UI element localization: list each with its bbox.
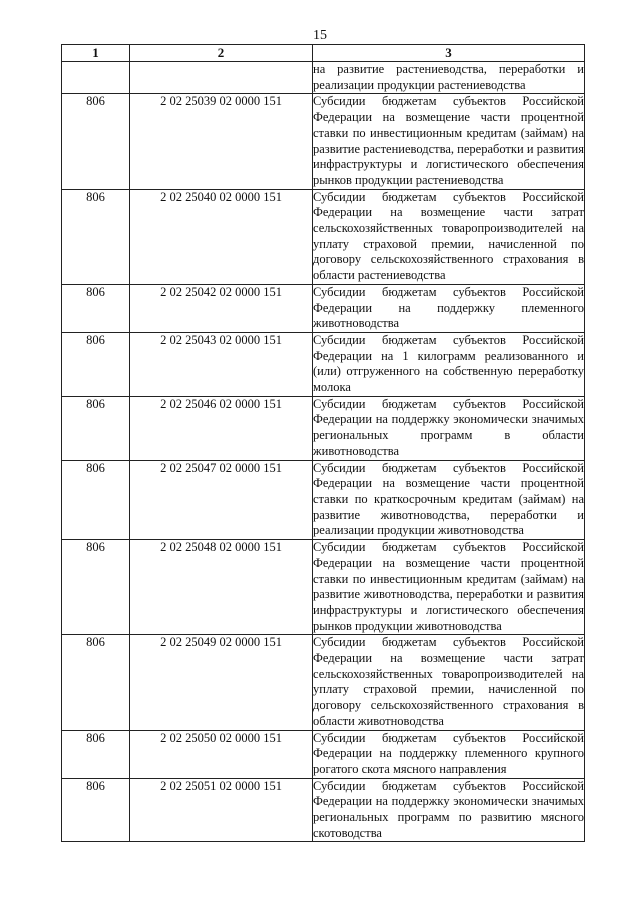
description-cell: Субсидии бюджетам субъектов Российской Федерации на поддержку экономически значимых региональных программ по развитию мясного скотоводства (313, 778, 585, 842)
revenue-code-cell: 2 02 25040 02 0000 151 (130, 189, 313, 284)
table-row (62, 460, 585, 540)
budget-codes-table (61, 44, 585, 842)
revenue-code-cell: 2 02 25043 02 0000 151 (130, 332, 313, 396)
table-row (62, 635, 585, 730)
table-row (62, 62, 585, 94)
admin-code-cell: 806 (62, 778, 130, 842)
table-row (62, 189, 585, 284)
admin-code-cell: 806 (62, 635, 130, 730)
description-cell: Субсидии бюджетам субъектов Российской Федерации на возмещение части затрат сельскохозяйственных товаропроизводителей на уплату страховой премии, начисленной по договору сельскохозяйственного страхования в области животноводства (313, 635, 585, 730)
column-header-1: 1 (62, 45, 130, 62)
description-cell: Субсидии бюджетам субъектов Российской Федерации на возмещение части затрат сельскохозяйственных товаропроизводителей на уплату страховой премии, начисленной по договору сельскохозяйственного страхования в области растениеводства (313, 189, 585, 284)
table-row (62, 778, 585, 842)
revenue-code-cell: 2 02 25048 02 0000 151 (130, 540, 313, 635)
description-cell: Субсидии бюджетам субъектов Российской Федерации на поддержку племенного крупного рогатого скота мясного направления (313, 730, 585, 778)
table-row (62, 730, 585, 778)
revenue-code-cell (130, 62, 313, 94)
table-row (62, 540, 585, 635)
description-cell: Субсидии бюджетам субъектов Российской Федерации на возмещение части процентной ставки по инвестиционным кредитам (займам) на развитие растениеводства, переработки и развития инфраструктуры и логистического обеспечения рынков продукции растениеводства (313, 94, 585, 189)
admin-code-cell: 806 (62, 284, 130, 332)
admin-code-cell (62, 62, 130, 94)
column-header-2: 2 (130, 45, 313, 62)
revenue-code-cell: 2 02 25042 02 0000 151 (130, 284, 313, 332)
admin-code-cell: 806 (62, 540, 130, 635)
admin-code-cell: 806 (62, 396, 130, 460)
revenue-code-cell: 2 02 25046 02 0000 151 (130, 396, 313, 460)
description-cell: Субсидии бюджетам субъектов Российской Федерации на возмещение части процентной ставки по инвестиционным кредитам (займам) на развитие животноводства, переработки и развития инфраструктуры и логистического обеспечения рынков продукции животноводства (313, 540, 585, 635)
revenue-code-cell: 2 02 25051 02 0000 151 (130, 778, 313, 842)
admin-code-cell: 806 (62, 730, 130, 778)
column-header-3: 3 (313, 45, 585, 62)
table-row (62, 332, 585, 396)
revenue-code-cell: 2 02 25047 02 0000 151 (130, 460, 313, 540)
table-row (62, 396, 585, 460)
description-cell: Субсидии бюджетам субъектов Российской Федерации на поддержку экономически значимых региональных программ в области животноводства (313, 396, 585, 460)
description-cell: на развитие растениеводства, переработки и реализации продукции растениеводства (313, 62, 585, 94)
revenue-code-cell: 2 02 25050 02 0000 151 (130, 730, 313, 778)
table-header-row (62, 45, 585, 62)
table-row (62, 94, 585, 189)
admin-code-cell: 806 (62, 332, 130, 396)
table-row (62, 284, 585, 332)
description-cell: Субсидии бюджетам субъектов Российской Федерации на поддержку племенного животноводства (313, 284, 585, 332)
admin-code-cell: 806 (62, 94, 130, 189)
admin-code-cell: 806 (62, 189, 130, 284)
revenue-code-cell: 2 02 25049 02 0000 151 (130, 635, 313, 730)
description-cell: Субсидии бюджетам субъектов Российской Федерации на 1 килограмм реализованного и (или) отгруженного на собственную переработку молока (313, 332, 585, 396)
revenue-code-cell: 2 02 25039 02 0000 151 (130, 94, 313, 189)
description-cell: Субсидии бюджетам субъектов Российской Федерации на возмещение части процентной ставки по краткосрочным кредитам (займам) на развитие животноводства, переработки и реализации продукции животноводства (313, 460, 585, 540)
admin-code-cell: 806 (62, 460, 130, 540)
page-number: 15 (313, 28, 327, 43)
